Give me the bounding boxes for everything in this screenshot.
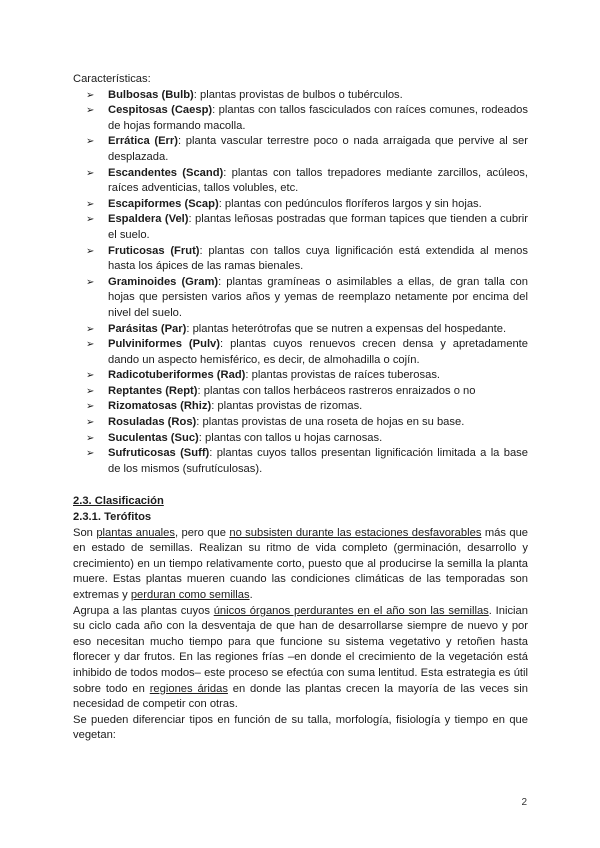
arrow-bullet-icon: ➢ bbox=[86, 276, 95, 288]
characteristics-label: Características: bbox=[73, 73, 151, 85]
characteristic-item bbox=[73, 103, 528, 134]
characteristic-term: Suculentas (Suc) bbox=[108, 431, 199, 444]
paragraph-1 bbox=[73, 526, 528, 604]
characteristic-description: : plantas leñosas postradas que forman tapices que tienden a cubrir el suelo. bbox=[108, 213, 528, 241]
underlined-text: no subsisten durante las estaciones desfavorables bbox=[229, 526, 482, 539]
text-span: Agrupa a las plantas cuyos bbox=[73, 604, 214, 617]
characteristic-description: : plantas con tallos trepadores mediante zarcillos, acúleos, raíces adventicias, tallos volubles, etc. bbox=[108, 166, 529, 195]
arrow-bullet-icon: ➢ bbox=[86, 370, 95, 382]
arrow-bullet-icon: ➢ bbox=[86, 339, 95, 351]
characteristic-item bbox=[73, 384, 528, 400]
characteristic-item bbox=[73, 197, 528, 213]
underlined-text: regiones áridas bbox=[149, 682, 228, 695]
underlined-text: únicos órganos perdurantes en el año son las semillas bbox=[213, 604, 489, 617]
characteristic-item bbox=[73, 166, 528, 197]
arrow-bullet-icon: ➢ bbox=[86, 167, 95, 179]
characteristic-term: Fruticosas (Frut) bbox=[108, 244, 200, 257]
characteristic-description: : plantas cuyos tallos presentan lignificación limitada a la base de los mismos (sufrutículosas). bbox=[108, 447, 528, 475]
characteristic-description: : plantas provistas de raíces tuberosas. bbox=[245, 369, 441, 382]
characteristic-term: Parásitas (Par) bbox=[108, 322, 187, 335]
arrow-bullet-icon: ➢ bbox=[86, 198, 95, 210]
characteristic-description: : plantas heterótrofas que se nutren a expensas del hospedante. bbox=[186, 322, 507, 335]
characteristic-item bbox=[73, 88, 528, 104]
characteristic-item bbox=[73, 337, 528, 368]
page-number: 2 bbox=[521, 797, 527, 808]
paragraph-3: Se pueden diferenciar tipos en función de su talla, morfología, fisiología y tiempo en que vegetan: bbox=[73, 713, 528, 742]
characteristic-item bbox=[73, 212, 528, 243]
arrow-bullet-icon: ➢ bbox=[86, 385, 95, 397]
arrow-bullet-icon: ➢ bbox=[86, 136, 95, 148]
characteristic-item bbox=[73, 399, 528, 415]
text-span: . Inician su ciclo cada año con la desventaja de que han de desarrollarse siempre de nuevo y por eso necesitan mucho tiempo para que funcione su sistema vegetativo y retoñen hasta florecer y dar frutos. En las regiones frías –en donde el crecimiento de la vegetación está inhibido de todos modos– este proceso se efectúa con suma lentitud. Esta estrategia es útil sobre todo en bbox=[73, 604, 528, 695]
subsection-heading: 2.3.1. Terófitos bbox=[73, 511, 152, 524]
characteristic-term: Graminoides (Gram) bbox=[108, 275, 219, 288]
arrow-bullet-icon: ➢ bbox=[86, 214, 95, 226]
text-span: en donde las plantas crecen la mayoría de las veces sin necesidad de competir con otras. bbox=[73, 682, 528, 711]
text-span: . bbox=[249, 589, 253, 601]
arrow-bullet-icon: ➢ bbox=[86, 417, 95, 429]
characteristic-description: : plantas provistas de bulbos o tubérculos. bbox=[193, 88, 403, 101]
characteristic-item bbox=[73, 368, 528, 384]
characteristic-description: : plantas con pedúnculos floríferos largos y sin hojas. bbox=[218, 197, 482, 210]
characteristic-term: Escapiformes (Scap) bbox=[108, 197, 219, 210]
characteristic-description: : planta vascular terrestre poco o nada arraigada que pervive al ser desplazada. bbox=[108, 135, 528, 163]
text-span: , pero que bbox=[174, 526, 230, 539]
characteristic-term: Cespitosas (Caesp) bbox=[108, 104, 213, 117]
arrow-bullet-icon: ➢ bbox=[86, 448, 95, 460]
page-content bbox=[73, 72, 528, 744]
characteristic-item bbox=[73, 275, 528, 322]
characteristic-term: Bulbosas (Bulb) bbox=[108, 88, 194, 101]
characteristic-description: : plantas con tallos u hojas carnosas. bbox=[198, 431, 383, 444]
characteristic-item bbox=[73, 244, 528, 275]
underlined-text: plantas anuales bbox=[96, 526, 175, 539]
characteristic-description: : plantas cuyos renuevos crecen densa y apretadamente dando un aspecto hemisférico, es decir, de almohadilla o cojín. bbox=[108, 338, 528, 366]
characteristic-term: Radicotuberiformes (Rad) bbox=[108, 369, 246, 382]
characteristic-description: : plantas con tallos fasciculados con raíces comunes, rodeados de hojas formando macolla. bbox=[108, 104, 528, 132]
arrow-bullet-icon: ➢ bbox=[86, 323, 95, 335]
characteristic-term: Reptantes (Rept) bbox=[108, 384, 198, 397]
characteristic-description: : plantas con tallos cuya lignificación está extendida al menos hasta los ápices de las ramas bienales. bbox=[108, 244, 528, 273]
arrow-bullet-icon: ➢ bbox=[86, 89, 95, 101]
characteristic-term: Espaldera (Vel) bbox=[108, 213, 189, 226]
characteristic-description: : plantas con tallos herbáceos rastreros enraizados o no bbox=[197, 384, 476, 397]
characteristics-list bbox=[73, 88, 528, 478]
characteristic-item bbox=[73, 134, 528, 165]
text-span: Son bbox=[73, 526, 97, 539]
characteristic-term: Escandentes (Scand) bbox=[108, 166, 224, 179]
characteristic-description: : plantas gramíneas o asimilables a ellas, de gran talla con hojas que persisten varios años y yemas de reemplazo netamente por encima del nivel del suelo. bbox=[108, 275, 529, 319]
characteristic-term: Sufruticosas (Suff) bbox=[108, 447, 210, 460]
characteristic-item bbox=[73, 446, 528, 477]
characteristic-item bbox=[73, 431, 528, 447]
arrow-bullet-icon: ➢ bbox=[86, 245, 95, 257]
characteristic-term: Errática (Err) bbox=[108, 135, 178, 148]
characteristic-item bbox=[73, 322, 528, 338]
characteristic-description: : plantas provistas de rizomas. bbox=[211, 400, 363, 413]
characteristic-term: Rizomatosas (Rhiz) bbox=[108, 400, 212, 413]
characteristic-item bbox=[73, 415, 528, 431]
section-heading: 2.3. Clasificación bbox=[73, 495, 164, 508]
underlined-text: perduran como semillas bbox=[130, 589, 250, 601]
characteristic-term: Pulviniformes (Pulv) bbox=[108, 338, 221, 351]
paragraph-2 bbox=[73, 604, 528, 713]
arrow-bullet-icon: ➢ bbox=[86, 401, 95, 413]
arrow-bullet-icon: ➢ bbox=[86, 432, 95, 444]
text-span: más que en estado de semillas. Realizan su ritmo de vida completo (germinación, desarrollo y crecimiento) en un tiempo relativamente corto, puesto que al producirse la semilla la planta muere. Estas plantas mueren cuando las condiciones climáticas de las temporadas son extremas y bbox=[73, 526, 529, 601]
characteristic-term: Rosuladas (Ros) bbox=[108, 416, 197, 429]
arrow-bullet-icon: ➢ bbox=[86, 105, 95, 117]
characteristic-description: : plantas provistas de una roseta de hojas en su base. bbox=[196, 416, 465, 429]
